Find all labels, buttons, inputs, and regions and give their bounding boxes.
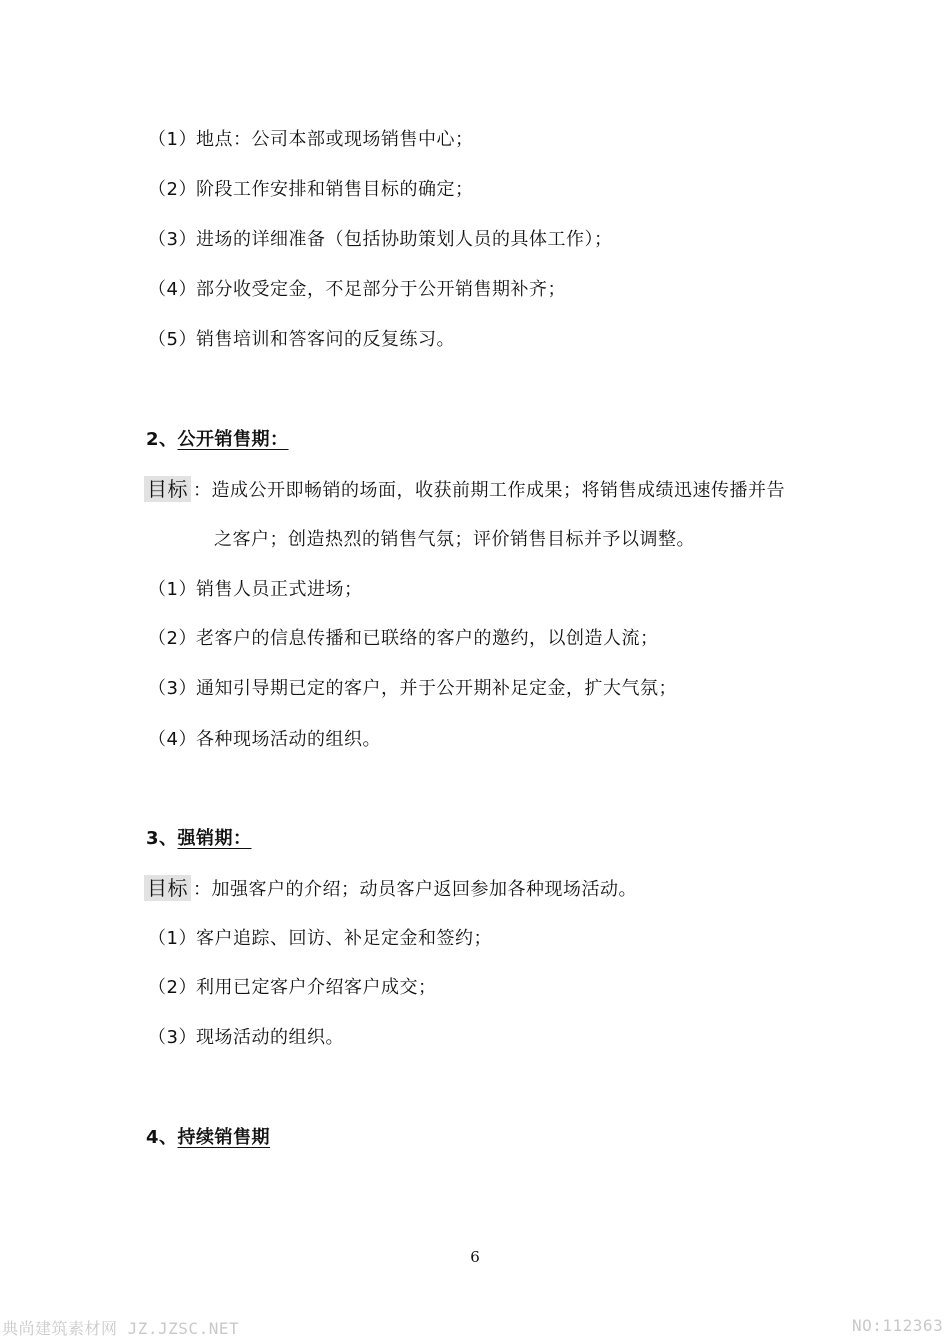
goal-label: 目标: [144, 476, 191, 502]
list-item: [148, 228, 613, 252]
list-item: [148, 927, 492, 951]
goal-paragraph: [144, 477, 785, 503]
item-text: 部分收受定金，不足部分于公开销售期补齐；: [196, 279, 566, 300]
item-text: 进场的详细准备（包括协助策划人员的具体工作）；: [196, 229, 613, 250]
list-item: [148, 1026, 344, 1050]
item-number: （3）: [148, 678, 197, 699]
footer-id-label: NO:112363: [852, 1316, 944, 1335]
item-text: 各种现场活动的组织。: [196, 729, 381, 750]
list-item: [148, 578, 363, 602]
item-number: （1）: [148, 928, 197, 949]
goal-label: 目标: [144, 875, 191, 901]
section-title: 强销期：: [177, 828, 252, 849]
list-item: [148, 728, 381, 752]
list-item: [148, 627, 659, 651]
list-item: [148, 178, 474, 202]
section-number: 4、: [146, 1127, 178, 1148]
footer-site-label: 典尚建筑素材网 JZ.JZSC.NET: [2, 1319, 240, 1338]
list-item: [148, 278, 566, 302]
section-title: 公开销售期：: [177, 429, 289, 450]
goal-paragraph-continued: [214, 528, 695, 552]
item-number: （2）: [148, 977, 197, 998]
goal-text: 之客户；创造热烈的销售气氛；评价销售目标并予以调整。: [214, 529, 695, 550]
goal-text: ：加强客户的介绍；动员客户返回参加各种现场活动。: [193, 879, 637, 900]
item-number: （4）: [148, 729, 197, 750]
item-number: （3）: [148, 229, 197, 250]
item-text: 利用已定客户介绍客户成交；: [196, 977, 437, 998]
section-title: 持续销售期: [177, 1127, 271, 1148]
item-number: （5）: [148, 329, 197, 350]
item-number: （1）: [148, 129, 197, 150]
list-item: [148, 677, 677, 701]
list-item: [148, 976, 437, 1000]
item-text: 老客户的信息传播和已联络的客户的邀约，以创造人流；: [196, 628, 659, 649]
item-number: （3）: [148, 1027, 197, 1048]
item-text: 客户追踪、回访、补足定金和签约；: [196, 928, 492, 949]
item-text: 地点：公司本部或现场销售中心；: [196, 129, 474, 150]
item-text: 现场活动的组织。: [196, 1027, 344, 1048]
goal-text: ：造成公开即畅销的场面，收获前期工作成果；将销售成绩迅速传播并告: [193, 480, 785, 501]
item-number: （2）: [148, 628, 197, 649]
section-number: 3、: [146, 828, 178, 849]
section-heading: [146, 827, 266, 851]
item-text: 通知引导期已定的客户，并于公开期补足定金，扩大气氛；: [196, 678, 677, 699]
section-heading: [146, 428, 303, 452]
item-number: （2）: [148, 179, 197, 200]
page-number: 6: [470, 1248, 480, 1266]
item-text: 销售培训和答客问的反复练习。: [196, 329, 455, 350]
list-item: [148, 128, 474, 152]
item-number: （4）: [148, 279, 197, 300]
section-heading: [146, 1126, 270, 1150]
goal-paragraph: [144, 876, 637, 902]
item-text: 销售人员正式进场；: [196, 579, 363, 600]
item-number: （1）: [148, 579, 197, 600]
section-number: 2、: [146, 429, 178, 450]
item-text: 阶段工作安排和销售目标的确定；: [196, 179, 474, 200]
list-item: [148, 328, 455, 352]
